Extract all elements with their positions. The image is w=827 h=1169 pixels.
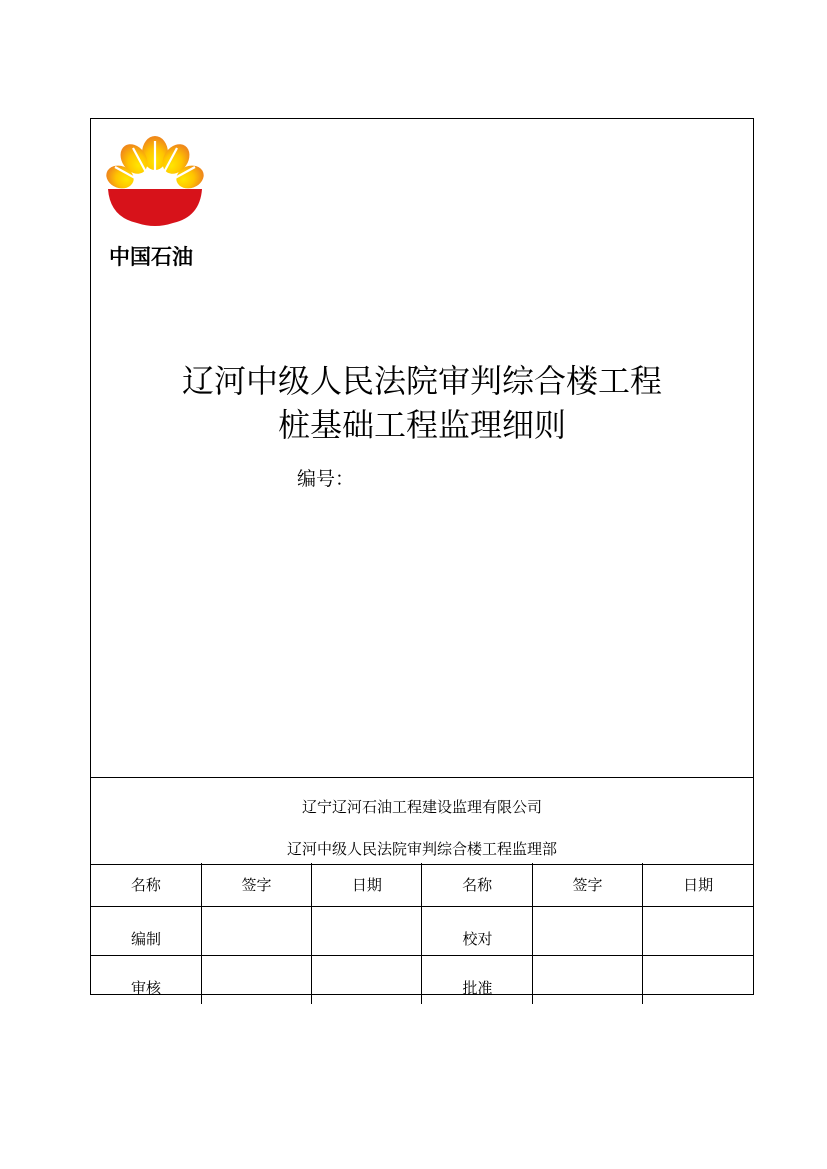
cnpc-logo (105, 131, 205, 269)
organization-block (91, 777, 753, 865)
header-name: 名称 (422, 863, 532, 907)
header-signature: 签字 (201, 863, 311, 907)
header-date: 日期 (643, 863, 753, 907)
document-code-label: 编号： (297, 468, 355, 490)
cnpc-logo-text: 中国石油 (109, 245, 193, 269)
signature-cell (201, 907, 311, 956)
role-label: 校对 (422, 907, 532, 956)
company-name: 辽宁辽河石油工程建设监理有限公司 (301, 798, 542, 816)
cnpc-emblem-icon (105, 131, 205, 236)
header-date: 日期 (312, 863, 422, 907)
cover-frame (90, 118, 754, 995)
role-label: 编制 (91, 907, 201, 956)
header-signature: 签字 (532, 863, 642, 907)
table-row (91, 907, 753, 956)
table-row (91, 956, 753, 1005)
date-cell (643, 956, 753, 1005)
signature-cell (201, 956, 311, 1005)
document-title-line2: 桩基础工程监理细则 (277, 406, 566, 444)
role-label: 审核 (91, 956, 201, 1005)
date-cell (312, 907, 422, 956)
header-name: 名称 (91, 863, 201, 907)
date-cell (643, 907, 753, 956)
signature-cell (532, 956, 642, 1005)
date-cell (312, 956, 422, 1005)
role-label: 批准 (422, 956, 532, 1005)
signature-cell (532, 907, 642, 956)
table-header-row (91, 863, 753, 907)
department-name: 辽河中级人民法院审判综合楼工程监理部 (286, 840, 557, 858)
document-title-line1: 辽河中级人民法院审判综合楼工程 (181, 362, 662, 400)
signature-table (91, 863, 753, 1004)
